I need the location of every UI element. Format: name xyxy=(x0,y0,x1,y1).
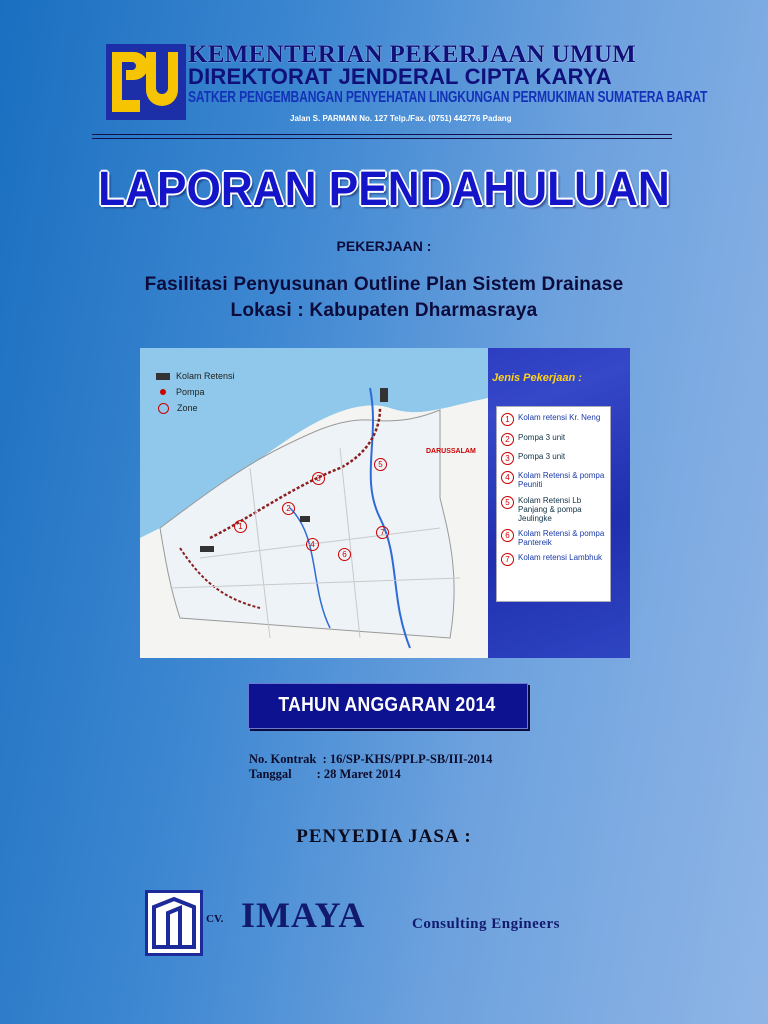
item-text: Kolam Retensi Lb Panjang & pompa Jeulingke xyxy=(518,496,582,523)
place-label: DARUSSALAM xyxy=(426,448,476,455)
address: Jalan S. PARMAN No. 127 Telp./Fax. (0751) 442776 Padang xyxy=(290,114,512,123)
imaya-logo xyxy=(145,890,203,956)
drainage-map xyxy=(140,348,488,658)
zone-marker: 7 xyxy=(376,526,389,539)
company-name: IMAYA xyxy=(241,895,366,935)
list-item xyxy=(497,553,610,566)
item-number: 1 xyxy=(501,413,514,426)
item-number: 3 xyxy=(501,452,514,465)
zone-marker: 4 xyxy=(306,538,319,551)
item-number: 7 xyxy=(501,553,514,566)
directorate-name: DIREKTORAT JENDERAL CIPTA KARYA xyxy=(188,64,612,89)
jenis-pekerjaan-list xyxy=(496,406,611,602)
legend-item-retensi xyxy=(156,368,235,384)
zone-marker: 5 xyxy=(374,458,387,471)
header-rule-top xyxy=(92,134,672,135)
legend-label: Zone xyxy=(177,403,198,413)
item-text: Pompa 3 unit xyxy=(518,452,566,461)
item-number: 5 xyxy=(501,496,514,509)
company-prefix: CV. xyxy=(206,913,224,925)
map-legend xyxy=(156,368,235,416)
item-number: 6 xyxy=(501,529,514,542)
item-text: Kolam retensi Kr. Neng xyxy=(518,413,601,422)
report-title: LAPORAN PENDAHULUAN xyxy=(98,163,670,216)
list-item xyxy=(497,529,610,547)
contract-number: No. Kontrak : 16/SP-KHS/PPLP-SB/III-2014 xyxy=(249,752,493,766)
zone-marker: 6 xyxy=(338,548,351,561)
item-text: Pompa 3 unit xyxy=(518,433,566,442)
item-text: Kolam Retensi & pompa Peuniti xyxy=(518,471,605,489)
list-item xyxy=(497,452,610,465)
list-item xyxy=(497,433,610,446)
company-suffix: Consulting Engineers xyxy=(412,916,560,932)
list-item xyxy=(497,471,610,489)
unit-name: SATKER PENGEMBANGAN PENYEHATAN LINGKUNGAN PERMUKIMAN SUMATERA BARAT xyxy=(188,89,708,106)
retensi-swatch xyxy=(156,373,170,380)
jenis-pekerjaan-title: Jenis Pekerjaan : xyxy=(492,372,582,384)
pompa-dot-icon xyxy=(160,389,166,395)
legend-item-zone xyxy=(156,400,235,416)
list-item xyxy=(497,496,610,523)
ministry-name: KEMENTERIAN PEKERJAAN UMUM xyxy=(188,41,637,68)
legend-label: Kolam Retensi xyxy=(176,371,235,381)
list-item xyxy=(497,413,610,426)
legend-label: Pompa xyxy=(176,387,205,397)
project-name: Fasilitasi Penyusunan Outline Plan Sistem Drainase xyxy=(144,274,624,295)
zone-marker: 1 xyxy=(234,520,247,533)
contract-date: Tanggal : 28 Maret 2014 xyxy=(249,767,401,781)
item-number: 4 xyxy=(501,471,514,484)
map-figure xyxy=(140,348,630,658)
year-banner-text: TAHUN ANGGARAN 2014 xyxy=(278,694,496,716)
pekerjaan-label: PEKERJAAN : xyxy=(336,238,432,254)
legend-item-pompa xyxy=(156,384,235,400)
item-number: 2 xyxy=(501,433,514,446)
pu-logo xyxy=(106,44,186,120)
project-location: Lokasi : Kabupaten Dharmasraya xyxy=(230,300,538,321)
zone-marker: 2 xyxy=(282,502,295,515)
item-text: Kolam retensi Lambhuk xyxy=(518,553,603,562)
header-rule-bottom xyxy=(92,138,672,139)
item-text: Kolam Retensi & pompa Pantereik xyxy=(518,529,605,547)
zone-circle-icon xyxy=(158,403,169,414)
zone-marker: 3 xyxy=(312,472,325,485)
penyedia-label: PENYEDIA JASA : xyxy=(296,826,472,847)
